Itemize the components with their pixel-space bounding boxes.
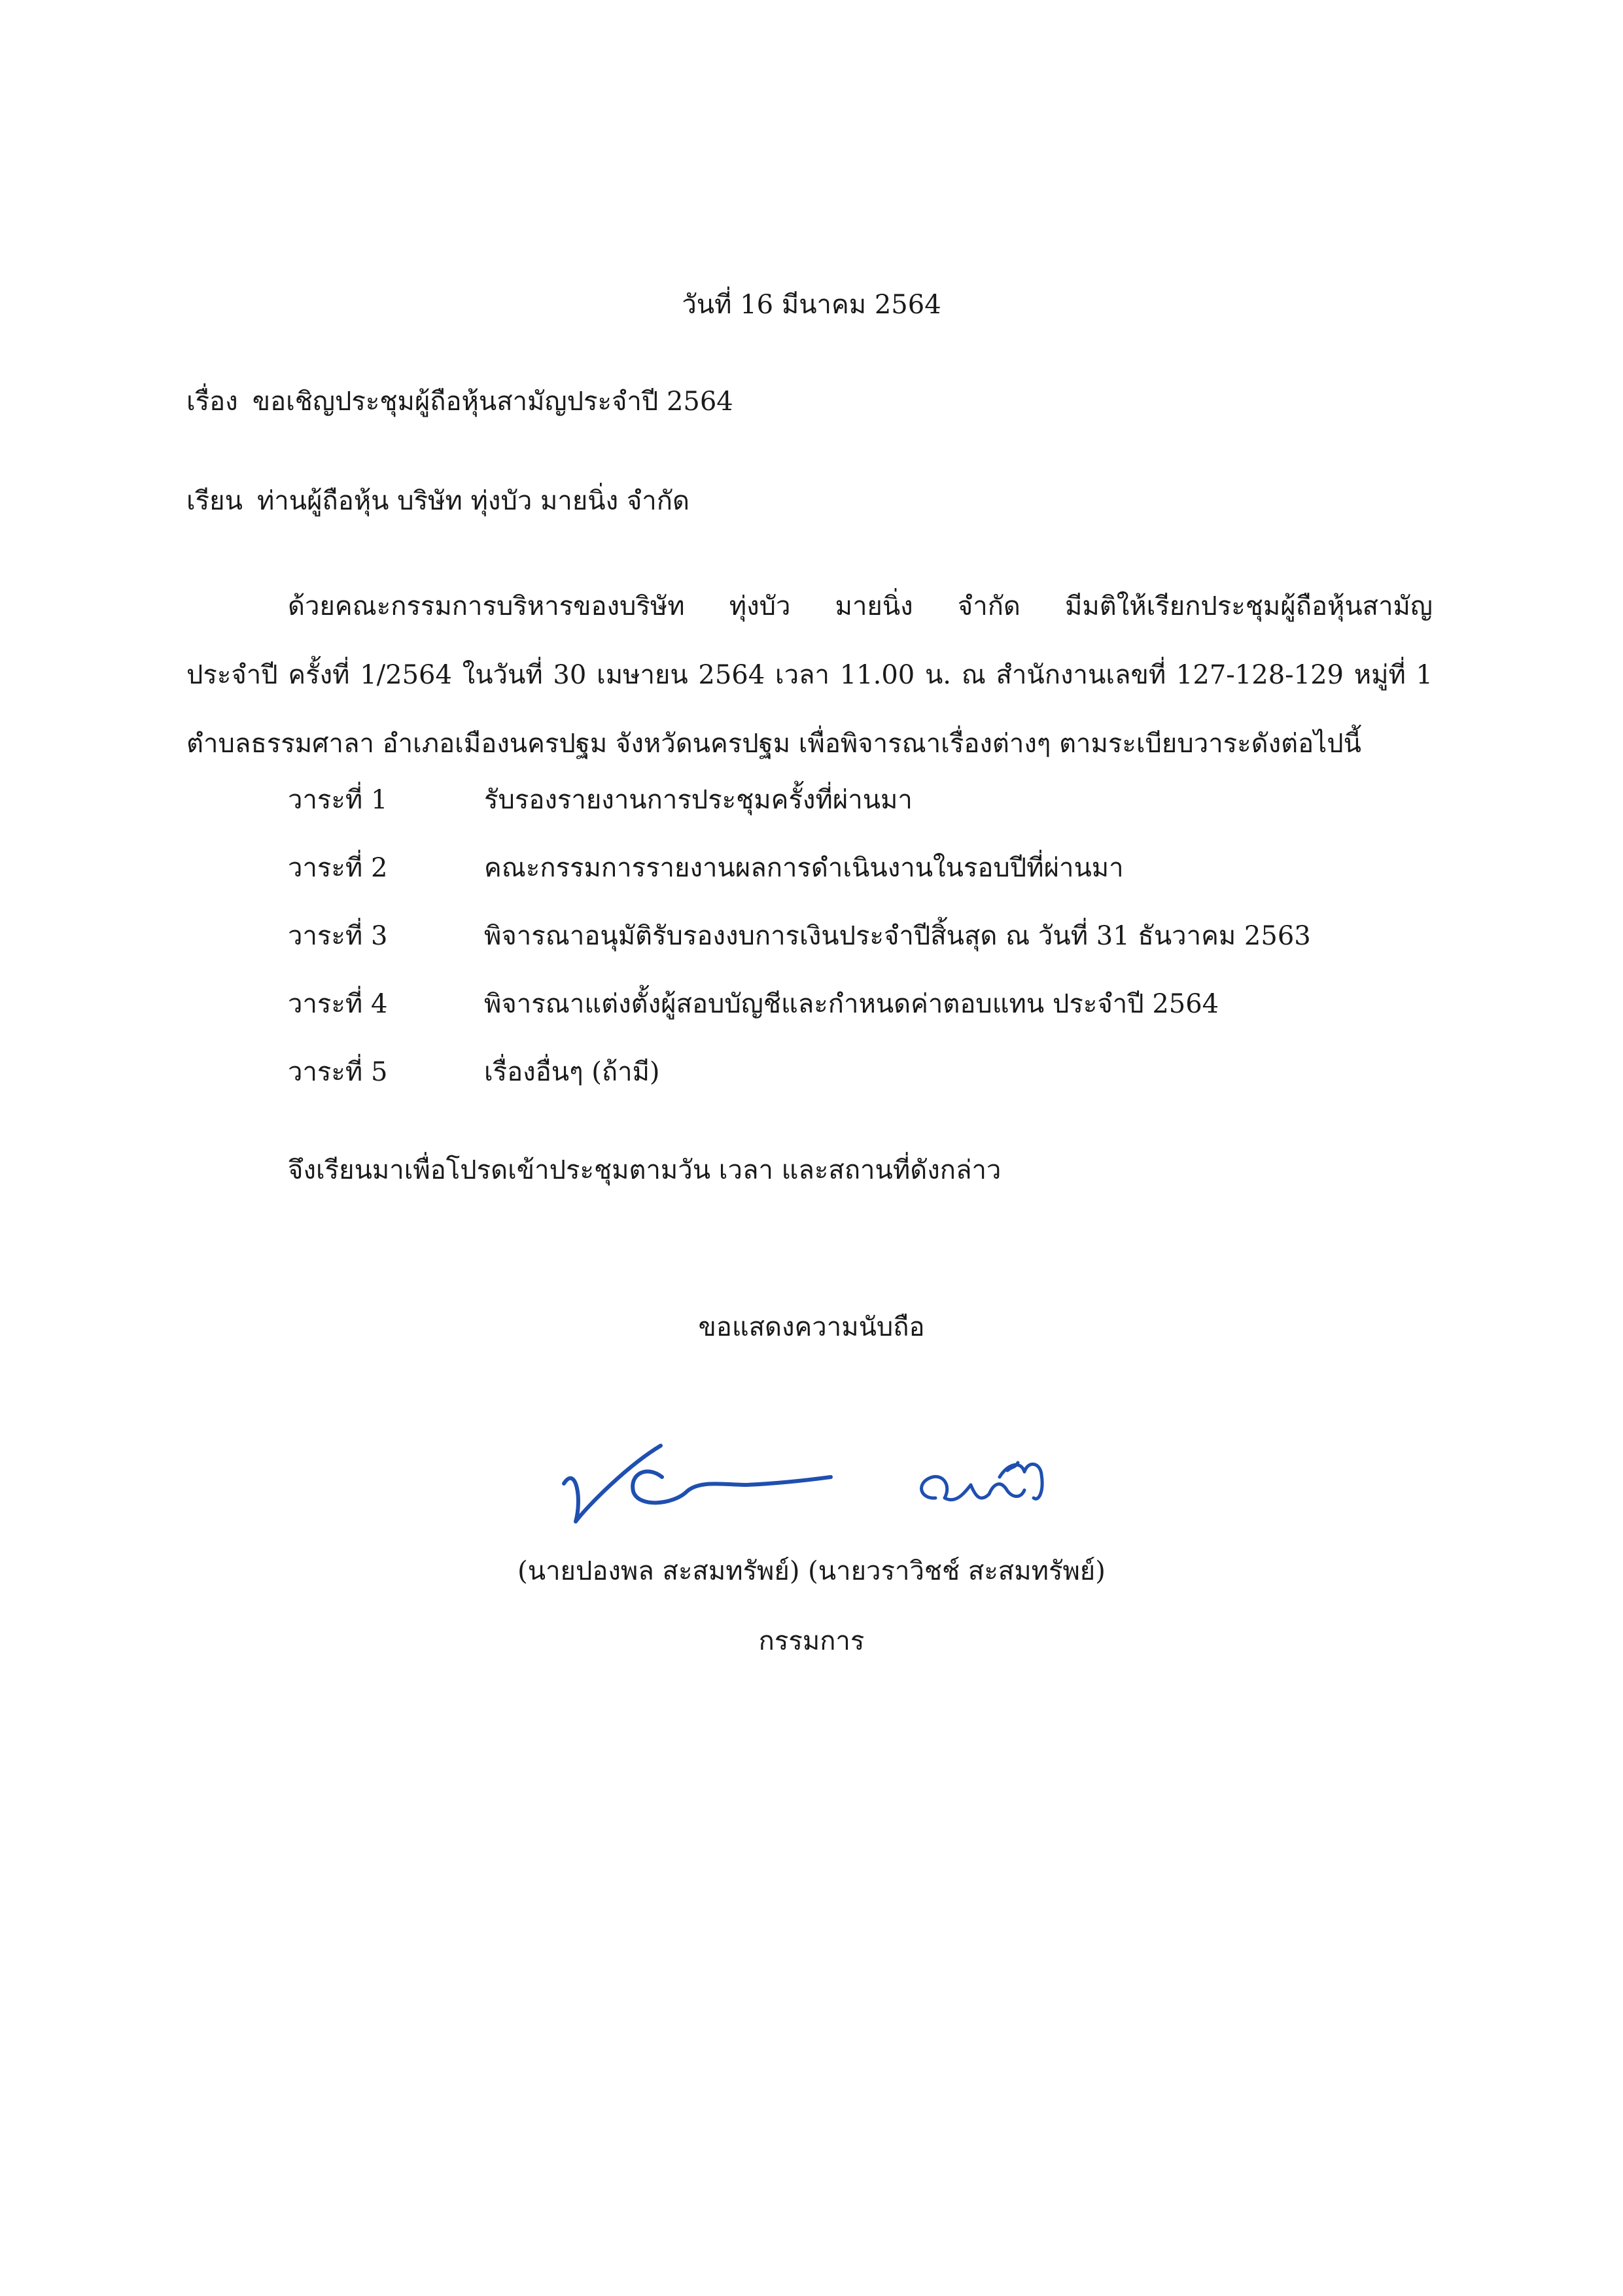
agenda-label: วาระที่ 3 — [288, 921, 388, 951]
letter-date: วันที่ 16 มีนาคม 2564 — [682, 290, 941, 320]
signature-stroke — [1000, 1464, 1042, 1499]
closing-paragraph: จึงเรียนมาเพื่อโปรดเข้าประชุมตามวัน เวลา และสถานที่ดังกล่าว — [288, 1155, 1002, 1185]
recipient-text: ท่านผู้ถือหุ้น บริษัท ทุ่งบัว มายนิ่ง จำกัด — [256, 486, 689, 516]
agenda-text: รับรองรายงานการประชุมครั้งที่ผ่านมา — [484, 785, 913, 815]
agenda-label: วาระที่ 1 — [288, 785, 388, 815]
recipient-line — [186, 485, 689, 517]
body-paragraph — [186, 572, 1433, 778]
agenda-label: วาระที่ 2 — [288, 853, 388, 883]
agenda-text: เรื่องอื่นๆ (ถ้ามี) — [484, 1057, 660, 1087]
agenda-text: คณะกรรมการรายงานผลการดำเนินงานในรอบปีที่ผ่านมา — [484, 853, 1124, 883]
agenda-label: วาระที่ 4 — [288, 989, 388, 1019]
signatory-position: กรรมการ — [758, 1626, 865, 1656]
signature-stroke — [633, 1471, 831, 1503]
closing-salutation: ขอแสดงความนับถือ — [698, 1312, 925, 1342]
signature-stroke — [1007, 1463, 1018, 1470]
signature-stroke — [564, 1446, 661, 1522]
signature-stroke — [922, 1476, 1024, 1499]
signature-left — [564, 1446, 831, 1522]
body-line-2: ประจำปี ครั้งที่ 1/2564 ในวันที่ 30 เมษายน 2564 เวลา 11.00 น. ณ สำนักงานเลขที่ 127-128-129 หมู่ที่ 1 — [186, 660, 1433, 690]
body-line-3: ตำบลธรรมศาลา อำเภอเมืองนครปฐม จังหวัดนครปฐม เพื่อพิจารณาเรื่องต่างๆ ตามระเบียบวาระดังต่อไปนี้ — [186, 729, 1361, 759]
agenda-label: วาระที่ 5 — [288, 1057, 388, 1087]
subject-line — [186, 386, 733, 417]
body-line-1: ด้วยคณะกรรมการบริหารของบริษัท ทุ่งบัว มายนิ่ง จำกัด มีมติให้เรียกประชุมผู้ถือหุ้นสามัญ — [288, 591, 1433, 621]
signatory-names: (นายปองพล สะสมทรัพย์) (นายวราวิชช์ สะสมทรัพย์) — [517, 1556, 1106, 1586]
subject-label: เรื่อง — [186, 387, 238, 417]
signature-right — [922, 1463, 1043, 1500]
agenda-text: พิจารณาแต่งตั้งผู้สอบบัญชีและกำหนดค่าตอบแทน ประจำปี 2564 — [484, 989, 1219, 1019]
subject-text: ขอเชิญประชุมผู้ถือหุ้นสามัญประจำปี 2564 — [252, 387, 733, 417]
recipient-label: เรียน — [186, 486, 243, 516]
agenda-text: พิจารณาอนุมัติรับรองงบการเงินประจำปีสิ้นสุด ณ วันที่ 31 ธันวาคม 2563 — [484, 921, 1311, 951]
